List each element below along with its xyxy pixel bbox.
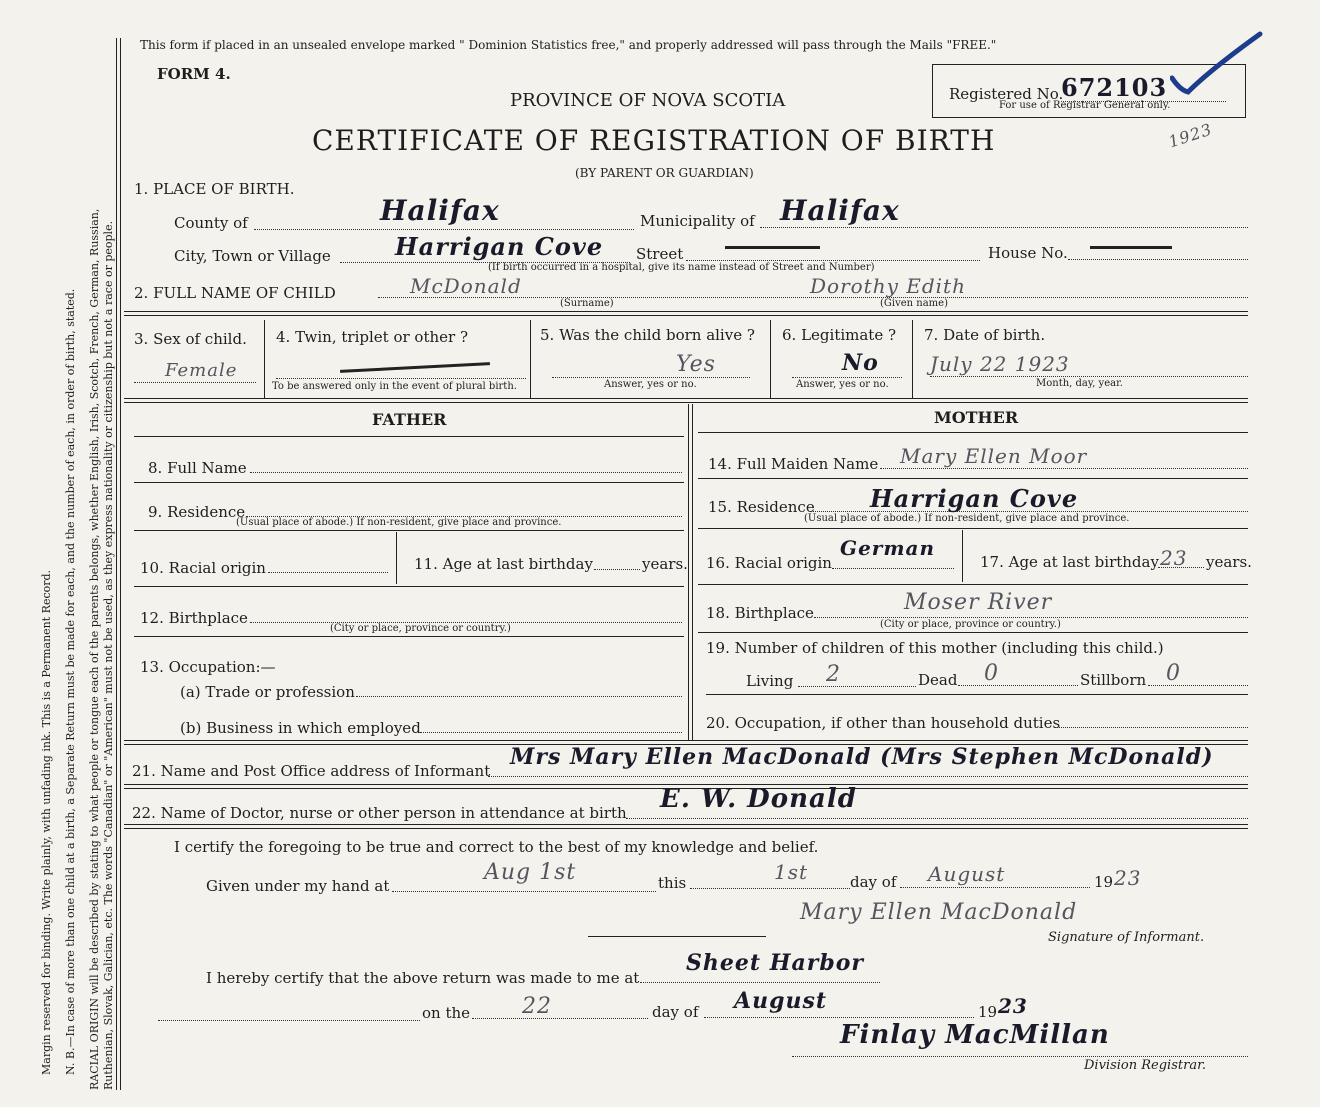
this-label: this (658, 874, 687, 892)
municipality-label: Municipality of (640, 212, 755, 230)
city-label: City, Town or Village (174, 247, 331, 265)
month-value: August (928, 862, 1006, 886)
father-full-name-label: 8. Full Name (148, 459, 247, 477)
mother-birthplace-note: (City or place, province or country.) (880, 619, 1061, 630)
margin-note-3: RACIAL ORIGIN will be described by stating to what people or tongue each of the parents belongs, whether English, Irish, Scotch, French, German, Russian, (88, 208, 101, 1090)
margin-rule (116, 38, 121, 1090)
mother-age-unit: years. (1206, 553, 1252, 571)
house-number-label: House No. (988, 244, 1068, 262)
dead-label: Dead (918, 671, 958, 689)
page-title: CERTIFICATE OF REGISTRATION OF BIRTH (312, 124, 996, 157)
mother-racial-origin-label: 16. Racial origin (706, 554, 832, 572)
registered-label: Registered No. (949, 85, 1064, 103)
divider-cert-top (124, 824, 1248, 829)
return-place-value: Sheet Harbor (686, 950, 864, 976)
parents-column-divider (688, 404, 693, 740)
dob-value: July 22 1923 (930, 352, 1070, 376)
registered-number: 672103 (1061, 73, 1168, 102)
stillborn-value: 0 (1166, 661, 1181, 686)
doctor-value: E. W. Donald (660, 784, 857, 814)
municipality-value: Halifax (780, 194, 900, 227)
given-under-label: Given under my hand at (206, 877, 390, 895)
father-age-label: 11. Age at last birthday (414, 555, 593, 573)
father-birthplace-label: 12. Birthplace (140, 609, 248, 627)
month-value-2: August (734, 988, 827, 1014)
form-number: FORM 4. (157, 65, 231, 83)
dead-value: 0 (984, 661, 999, 686)
alive-label: 5. Was the child born alive ? (540, 326, 755, 344)
father-birthplace-note: (City or place, province or country.) (330, 623, 511, 634)
province-heading: PROVINCE OF NOVA SCOTIA (510, 90, 786, 111)
father-heading: FATHER (372, 410, 447, 429)
margin-note-4: Ruthenian, Slovak, Galician, etc. The words "Canadian" or "American" must not be used, as they express nationality or citizenship but not a race or people. (102, 220, 115, 1090)
father-business-label: (b) Business in which employed (180, 719, 421, 737)
registrar-note: For use of Registrar General only. (999, 100, 1171, 111)
legitimate-value: No (842, 350, 879, 376)
place-of-birth-heading: 1. PLACE OF BIRTH. (134, 180, 295, 198)
stillborn-label: Stillborn (1080, 671, 1147, 689)
street-label: Street (636, 245, 684, 263)
dob-label: 7. Date of birth. (924, 326, 1046, 344)
return-label: I hereby certify that the above return was made to me at (206, 969, 640, 987)
margin-note-1: Margin reserved for binding. Write plainly, with unfading ink. This is a Permanent Record. (40, 569, 53, 1075)
division-registrar-label: Division Registrar. (1084, 1058, 1206, 1073)
signature-of-informant-label: Signature of Informant. (1048, 930, 1205, 945)
mother-birthplace-label: 18. Birthplace (706, 604, 814, 622)
living-label: Living (746, 672, 794, 690)
certify-statement: I certify the foregoing to be true and correct to the best of my knowledge and belief. (174, 838, 819, 856)
informant-signature: Mary Ellen MacDonald (800, 900, 1078, 925)
day-of-label-2: day of (652, 1003, 699, 1021)
on-the-value: 22 (522, 994, 552, 1019)
county-value: Halifax (380, 194, 500, 227)
mail-notice: This form if placed in an unsealed envelope marked " Dominion Statistics free," and properly addressed will pass through the Mails "FREE." (140, 38, 997, 52)
page-subtitle: (BY PARENT OR GUARDIAN) (575, 166, 754, 180)
sex-value: Female (165, 360, 238, 381)
sex-label: 3. Sex of child. (134, 330, 247, 348)
mother-birthplace-value: Moser River (904, 590, 1053, 615)
given-place-value: Aug 1st (484, 860, 577, 885)
stamp-number: 1923 (1166, 119, 1215, 152)
child-surname-value: McDonald (410, 274, 522, 298)
mother-age-value: 23 (1160, 546, 1188, 570)
mother-maiden-name-label: 14. Full Maiden Name (708, 455, 879, 473)
mother-maiden-name-value: Mary Ellen Moor (900, 444, 1088, 468)
informant-label: 21. Name and Post Office address of Informant (132, 762, 491, 780)
day-of-label: day of (850, 873, 897, 891)
mother-children-label: 19. Number of children of this mother (including this child.) (706, 639, 1164, 657)
legitimate-caption: Answer, yes or no. (796, 379, 889, 390)
father-occupation-label: 13. Occupation:— (140, 658, 276, 676)
alive-value: Yes (676, 352, 716, 377)
year-prefix-2: 19 (978, 1003, 998, 1021)
father-age-unit: years. (642, 555, 688, 573)
twin-note: To be answered only in the event of plural birth. (272, 381, 517, 392)
divider-parents-top (124, 398, 1248, 403)
father-residence-label: 9. Residence (148, 503, 246, 521)
father-racial-origin-label: 10. Racial origin (140, 559, 266, 577)
mother-residence-note: (Usual place of abode.) If non-resident, give place and province. (804, 513, 1130, 524)
surname-caption: (Surname) (560, 298, 614, 309)
year-prefix: 19 (1094, 873, 1114, 891)
this-day-value: 1st (774, 860, 809, 884)
mother-residence-value: Harrigan Cove (870, 484, 1079, 513)
registrar-signature: Finlay MacMillan (840, 1020, 1110, 1050)
mother-residence-label: 15. Residence (708, 498, 815, 516)
mother-racial-origin-value: German (840, 536, 936, 560)
legitimate-label: 6. Legitimate ? (782, 326, 897, 344)
checkmark-icon (1170, 30, 1265, 100)
year-value-2: 23 (998, 994, 1028, 1018)
mother-age-label: 17. Age at last birthday (980, 553, 1159, 571)
father-trade-label: (a) Trade or profession (180, 683, 355, 701)
margin-note-2: N. B.—In case of more than one child at a birth, a Separate Return must be made for each, and the number of each, in order of birth, stated. (64, 288, 77, 1075)
county-label: County of (174, 214, 248, 232)
given-name-caption: (Given name) (880, 298, 948, 309)
father-residence-note: (Usual place of abode.) If non-resident, give place and province. (236, 517, 562, 528)
doctor-label: 22. Name of Doctor, nurse or other person in attendance at birth (132, 804, 627, 822)
child-name-label: 2. FULL NAME OF CHILD (134, 284, 336, 302)
hospital-note: (If birth occurred in a hospital, give its name instead of Street and Number) (488, 262, 875, 273)
mother-heading: MOTHER (934, 408, 1019, 427)
living-value: 2 (826, 662, 841, 687)
dob-caption: Month, day, year. (1036, 378, 1123, 389)
divider-row3-top (124, 311, 1248, 316)
city-value: Harrigan Cove (395, 232, 604, 261)
mother-occupation-label: 20. Occupation, if other than household duties (706, 714, 1061, 732)
informant-value: Mrs Mary Ellen MacDonald (Mrs Stephen McDonald) (510, 744, 1214, 770)
on-the-label: on the (422, 1004, 471, 1022)
year-value: 23 (1114, 866, 1142, 890)
twin-label: 4. Twin, triplet or other ? (276, 328, 468, 346)
alive-caption: Answer, yes or no. (604, 379, 697, 390)
child-given-name-value: Dorothy Edith (810, 274, 966, 298)
